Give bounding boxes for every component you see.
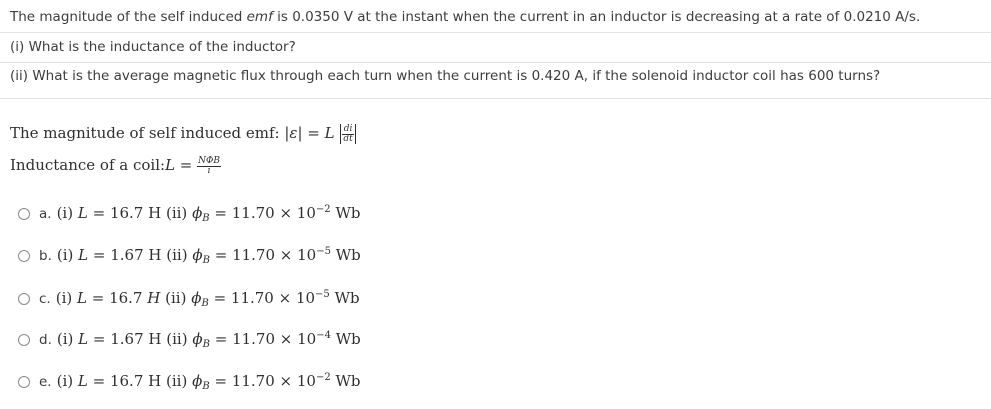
radio-button[interactable]	[18, 334, 30, 346]
option-letter: c.	[39, 291, 51, 307]
inductance-formula-lhs: L =	[165, 156, 193, 174]
radio-button[interactable]	[18, 208, 30, 220]
divider	[0, 62, 991, 63]
option-d[interactable]	[18, 330, 361, 350]
option-e[interactable]	[18, 372, 361, 392]
option-math: (i) L = 1.67 H (ii) $\phi_B = 11.70 \times 10^{-5}$ Wb	[56, 246, 361, 266]
question-text-a: The magnitude of the self induced	[10, 9, 247, 25]
question-text-b: is 0.0350 V at the instant when the current in an inductor is decreasing at a rate of 0.0210 A/s.	[272, 9, 921, 25]
question-line-3: (ii) What is the average magnetic flux through each turn when the current is 0.420 A, if the solenoid inductor coil has 600 turns?	[10, 68, 881, 84]
divider	[0, 32, 991, 33]
emf-formula-label: The magnitude of self induced emf:	[10, 124, 280, 142]
emf-formula-lhs: |ε| = L	[284, 124, 335, 142]
di-dt-fraction: $\frac{di}{dt}$	[343, 123, 353, 144]
option-a[interactable]	[18, 204, 360, 224]
option-math: (i) L = 1.67 H (ii) $\phi_B = 11.70 \times 10^{-4}$ Wb	[56, 330, 361, 350]
option-math: (i) L = 16.7 H (ii) $\phi_B = 11.70 \times 10^{-2}$ Wb	[56, 372, 361, 392]
radio-button[interactable]	[18, 293, 30, 305]
option-math: (i) L = 16.7 H (ii) $\phi_B = 11.70 \times 10^{-2}$ Wb	[56, 204, 361, 224]
radio-button[interactable]	[18, 250, 30, 262]
option-letter: e.	[39, 374, 52, 390]
divider	[0, 98, 991, 99]
inductance-formula-label: Inductance of a coil:	[10, 156, 166, 174]
option-c[interactable]	[18, 289, 360, 309]
option-letter: b.	[39, 248, 52, 264]
question-line-1	[10, 8, 920, 26]
n-phi-over-i-fraction: $\frac{\text{NΦB}}{i}$	[198, 155, 221, 176]
radio-button[interactable]	[18, 376, 30, 388]
question-text-emf: emf	[246, 9, 273, 25]
inductance-formula	[10, 156, 221, 176]
option-letter: d.	[39, 332, 52, 348]
emf-formula	[10, 124, 357, 144]
option-math: (i) L = 16.7 H (ii) $\phi_B = 11.70 \times 10^{-5}$ Wb	[55, 289, 360, 309]
option-letter: a.	[39, 206, 52, 222]
question-line-2: (i) What is the inductance of the inductor?	[10, 39, 296, 55]
abs-bar-left	[340, 124, 341, 144]
abs-bar-right	[355, 124, 356, 144]
option-b[interactable]	[18, 246, 361, 266]
